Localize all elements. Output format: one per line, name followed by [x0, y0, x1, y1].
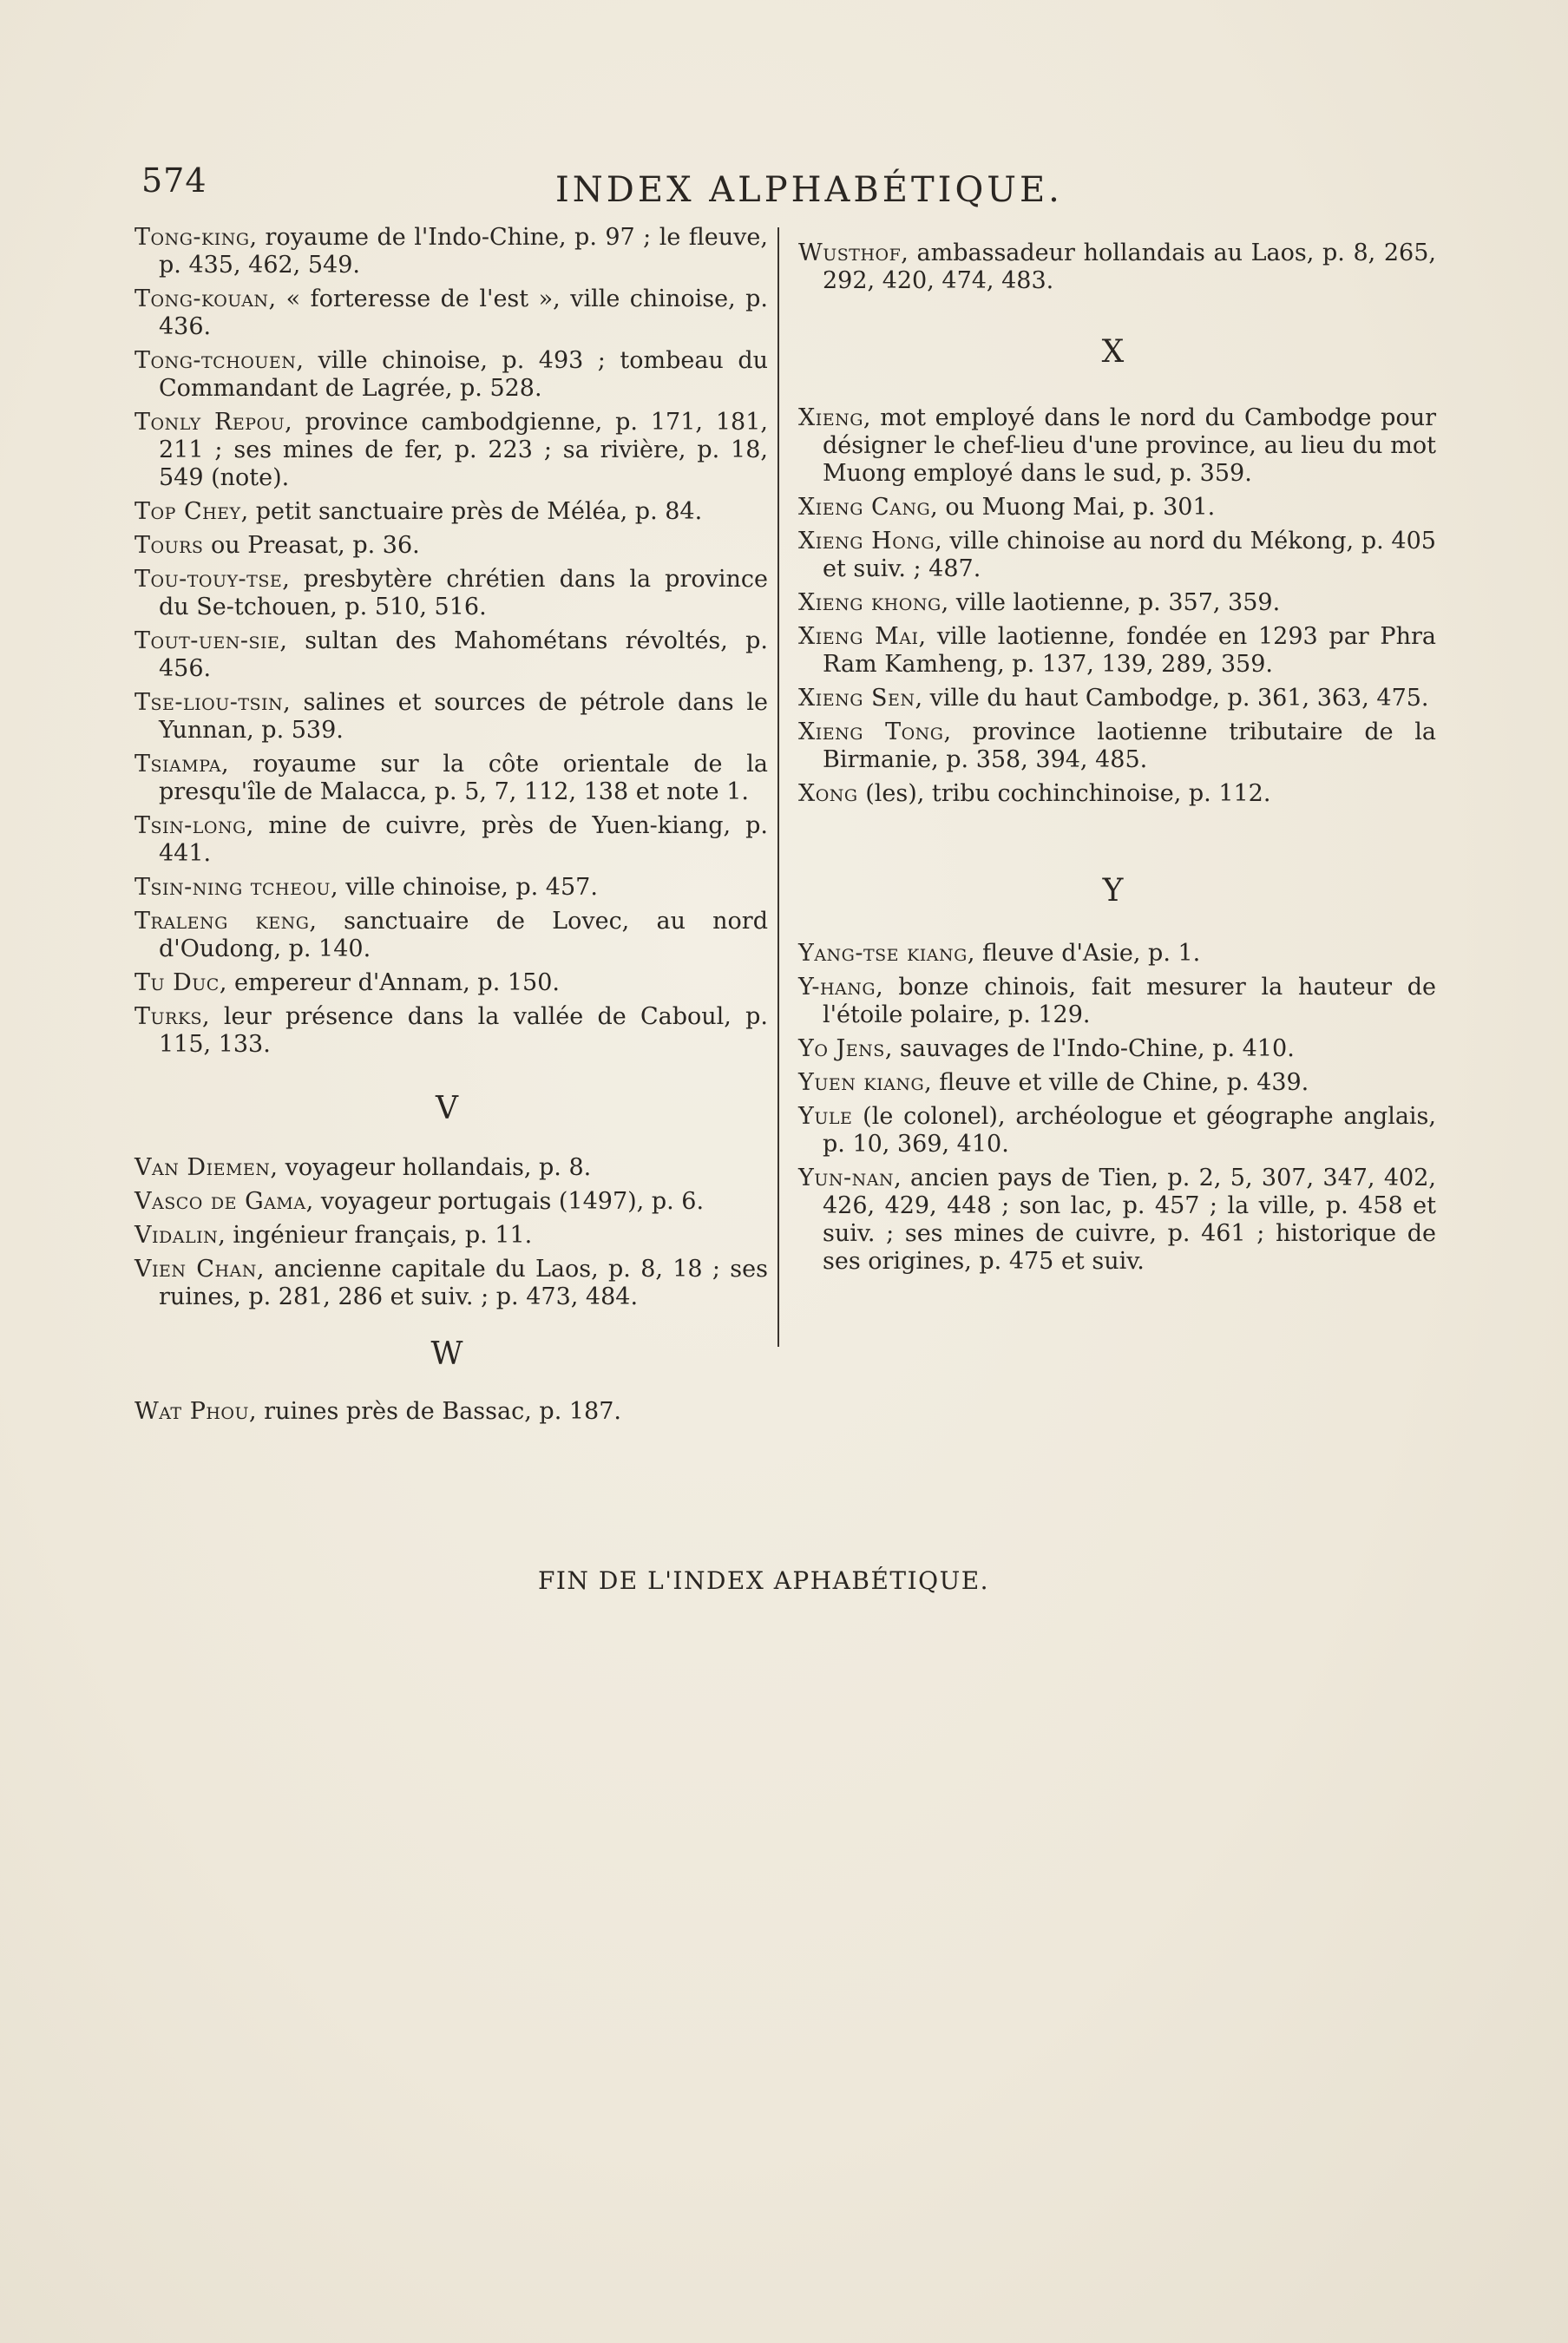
index-entry: Tse-liou-tsin, salines et sources de pétrole dans le Yunnan, p. 539.: [134, 689, 768, 744]
entry-group-w: [126, 1398, 768, 1426]
column-divider: [777, 227, 779, 1347]
index-entry: Xieng, mot employé dans le nord du Cambodge pour désigner le chef-lieu d'une province, au lieu du mot Muong employé dans le sud, p. 359.: [798, 404, 1436, 487]
index-entry: Yule (le colonel), archéologue et géographe anglais, p. 10, 369, 410.: [798, 1103, 1436, 1158]
index-entry: Tonly Repou, province cambodgienne, p. 171, 181, 211 ; ses mines de fer, p. 223 ; sa rivière, p. 18, 549 (note).: [134, 409, 768, 491]
index-entry: Tong-kouan, « forteresse de l'est », ville chinoise, p. 436.: [134, 285, 768, 340]
index-entry: Xieng Sen, ville du haut Cambodge, p. 361, 363, 475.: [798, 685, 1429, 712]
index-entry: Yun-nan, ancien pays de Tien, p. 2, 5, 307, 347, 402, 426, 429, 448 ; son lac, p. 457 ; la ville, p. 458 et suiv. ; ses mines de cuivre, p. 461 ; historique de ses origines, p. 475 et suiv.: [798, 1165, 1436, 1275]
section-letter-v: V: [436, 1091, 458, 1126]
index-entry: Xieng Hong, ville chinoise au nord du Mékong, p. 405 et suiv. ; 487.: [798, 528, 1436, 582]
index-entry: Tsin-long, mine de cuivre, près de Yuen-kiang, p. 441.: [134, 812, 768, 867]
index-entry: Wat Phou, ruines près de Bassac, p. 187.: [134, 1398, 621, 1425]
index-entry: Wusthof, ambassadeur hollandais au Laos, p. 8, 265, 292, 420, 474, 483.: [798, 240, 1436, 294]
end-of-index-note: FIN DE L'INDEX APHABÉTIQUE.: [537, 1566, 990, 1595]
index-entry: Vasco de Gama, voyageur portugais (1497), p. 6.: [134, 1188, 705, 1215]
index-entry: Traleng keng, sanctuaire de Lovec, au nord d'Oudong, p. 140.: [134, 908, 768, 962]
index-entry: Tong-king, royaume de l'Indo-Chine, p. 97 ; le fleuve, p. 435, 462, 549.: [134, 224, 768, 279]
entry-group-y: [790, 940, 1436, 1276]
index-entry: Y-hang, bonze chinois, fait mesurer la hauteur de l'étoile polaire, p. 129.: [798, 974, 1436, 1028]
index-entry: Tou-touy-tse, presbytère chrétien dans la province du Se-tchouen, p. 510, 516.: [134, 566, 768, 620]
entry-group-x: [790, 404, 1436, 808]
left-column: [126, 224, 768, 1432]
section-letter-y: Y: [1102, 873, 1124, 909]
section-letter-w: W: [430, 1336, 463, 1372]
index-entry: Tu Duc, empereur d'Annam, p. 150.: [134, 969, 560, 996]
section-letter-x: X: [1101, 334, 1125, 370]
index-entry: Tsin-ning tcheou, ville chinoise, p. 457.: [134, 874, 598, 901]
index-entry: Xieng Tong, province laotienne tributaire de la Birmanie, p. 358, 394, 485.: [798, 719, 1436, 773]
index-entry: Top Chey, petit sanctuaire près de Méléa, p. 84.: [134, 498, 703, 525]
entry-group-v: [126, 1154, 768, 1311]
index-entry: Yuen kiang, fleuve et ville de Chine, p. 439.: [798, 1069, 1309, 1096]
index-entry: Turks, leur présence dans la vallée de Caboul, p. 115, 133.: [134, 1003, 768, 1058]
index-entry: Yo Jens, sauvages de l'Indo-Chine, p. 410.: [798, 1035, 1295, 1062]
page-number: 574: [141, 161, 207, 200]
index-entry: Van Diemen, voyageur hollandais, p. 8.: [134, 1154, 592, 1181]
index-entry: Tong-tchouen, ville chinoise, p. 493 ; tombeau du Commandant de Lagrée, p. 528.: [134, 347, 768, 402]
index-entry: Xieng Mai, ville laotienne, fondée en 1293 par Phra Ram Kamheng, p. 137, 139, 289, 359.: [798, 623, 1436, 678]
index-entry: Yang-tse kiang, fleuve d'Asie, p. 1.: [798, 940, 1201, 967]
entry-group-w-continued: [790, 240, 1436, 295]
index-entry: Vidalin, ingénieur français, p. 11.: [134, 1222, 533, 1249]
running-title: INDEX ALPHABÉTIQUE.: [555, 170, 1063, 210]
index-entry: Tout-uen-sie, sultan des Mahométans révoltés, p. 456.: [134, 627, 768, 682]
right-column: [790, 240, 1436, 1282]
index-entry: Tsiampa, royaume sur la côte orientale de la presqu'île de Malacca, p. 5, 7, 112, 138 et note 1.: [134, 751, 768, 805]
index-entry: Xieng Cang, ou Muong Mai, p. 301.: [798, 494, 1216, 521]
index-entry: Xong (les), tribu cochinchinoise, p. 112.: [798, 780, 1271, 807]
index-entry: Vien Chan, ancienne capitale du Laos, p. 8, 18 ; ses ruines, p. 281, 286 et suiv. ; p. 473, 484.: [134, 1256, 768, 1310]
index-entry: Tours ou Preasat, p. 36.: [134, 532, 420, 559]
index-entry: Xieng khong, ville laotienne, p. 357, 359.: [798, 589, 1281, 616]
entry-group-t: [126, 224, 768, 1059]
